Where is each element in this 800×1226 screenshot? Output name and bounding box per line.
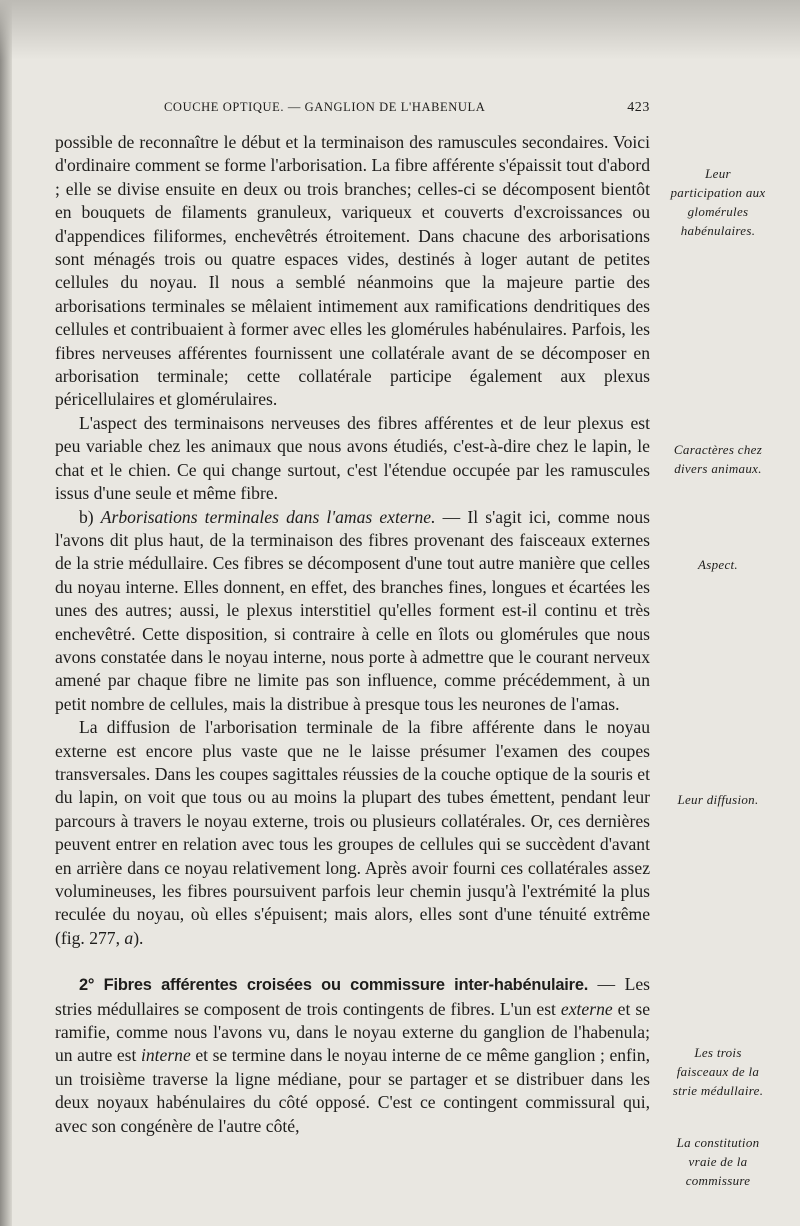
margin-note-aspect: Aspect. bbox=[697, 557, 738, 572]
running-title: COUCHE OPTIQUE. — GANGLION DE L'HABENULA bbox=[164, 100, 486, 114]
paragraph-2: L'aspect des terminaisons nerveuses des fibres afférentes et de leur plexus est peu variable chez les animaux que nous avons étudiés, c'est-à-dire chez le lapin, le chat et le chien. Ce qui change surtout, c'est l'étendue occupée par les ramuscules issus d'une seule et même fibre. bbox=[55, 412, 650, 504]
page-number: 423 bbox=[627, 100, 650, 115]
margin-note-constitution: La constitution vraie de la commissure bbox=[676, 1135, 760, 1188]
margin-note-participation: Leur participation aux glomérules habénulaires. bbox=[670, 166, 766, 238]
paragraph-4: La diffusion de l'arborisation terminale de la fibre afférente dans le noyau externe est encore plus vaste que ne le laisse présumer l'examen des coupes transversales. Dans les coupes sagittales réussies de la couche optique de la souris et du lapin, on voit que tous ou au moins la plupart des tubes émettent, pendant leur parcours à travers le noyau externe, trois ou plusieurs collatérales. Or, ces dernières peuvent entrer en relation avec tous les groupes de cellules qui se succèdent d'avant en arrière dans ce noyau relativement long. Après avoir fourni ces collatérales assez volumineuses, les fibres poursuivent parfois leur chemin jusqu'à l'extrémité la plus reculée du noyau, où elles s'épuisent; mais alors, elles sont d'une ténuité extrême (fig. 277, a). bbox=[55, 717, 650, 948]
margin-note-trois-faisceaux: Les trois faisceaux de la strie médullaire. bbox=[672, 1045, 764, 1098]
margin-note-diffusion: Leur diffusion. bbox=[677, 792, 759, 807]
page-header bbox=[160, 100, 650, 120]
section-heading-2: 2° Fibres afférentes croisées ou commissure inter-habénulaire. bbox=[79, 976, 589, 995]
paragraph-3: b) Arborisations terminales dans l'amas externe. — Il s'agit ici, comme nous l'avons dit plus haut, de la terminaison des fibres provenant des faisceaux externes de la strie médullaire. Ces fibres se décomposent d'une tout autre manière que celles du noyau interne. Elles donnent, en effet, des branches fines, longues et écartées les unes des autres; aussi, le plexus interstitiel qu'elles forment est-il continu et très enchevêtré. Cette disposition, si contraire à celle en îlots ou glomérules que nous avons constatée dans le noyau interne, nous porte à admettre que le courant nerveux amené par chaque fibre ne limite pas son influence, comme précédemment, à un petit nombre de cellules, mais la distribue à presque tous les neurones de l'amas. bbox=[55, 506, 650, 714]
body-text bbox=[55, 131, 650, 1138]
section-title-b: Arborisations terminales dans l'amas externe. bbox=[100, 506, 436, 527]
top-shadow bbox=[0, 0, 800, 60]
margin-note-caracteres: Caractères chez divers animaux. bbox=[673, 442, 763, 476]
page-edge-shadow bbox=[0, 0, 12, 1226]
paragraph-1: possible de reconnaître le début et la terminaison des ramuscules secondaires. Voici d'ordinaire comment se forme l'arborisation. La fibre afférente s'épaissit tout d'abord ; elle se divise ensuite en deux ou trois branches; celles-ci se décomposent bientôt en bouquets de filaments granuleux, variqueux et couverts d'excroissances ou d'appendices filiformes, enchevêtrés étroitement. Dans chacune des arborisations sont ménagés trois ou quatre espaces vides, destinés à loger autant de petites cellules du noyau. Il nous a semblé néanmoins que la majeure partie des arborisations terminales se mêlaient intimement aux ramifications dendritiques des cellules et contribuaient à former avec elles les glomérules habénulaires. Parfois, les fibres nerveuses afférentes fournissent une collatérale avant de se décomposer en arborisation terminale; cette collatérale participe également aux plexus péricellulaires et glomérulaires. bbox=[55, 132, 650, 410]
paragraph-5: 2° Fibres afférentes croisées ou commissure inter-habénulaire. — Les stries médullaires se composent de trois contingents de fibres. L'un est externe et se ramifie, comme nous l'avons vu, dans le noyau externe du ganglion de l'habenula; un autre est interne et se termine dans le noyau interne de ce même ganglion ; enfin, un troisième traverse la ligne médiane, pour se partager et se distribuer dans les deux noyaux habénulaires du côté opposé. C'est ce contingent commissural qui, avec son congénère de l'autre côté, bbox=[55, 974, 651, 1136]
